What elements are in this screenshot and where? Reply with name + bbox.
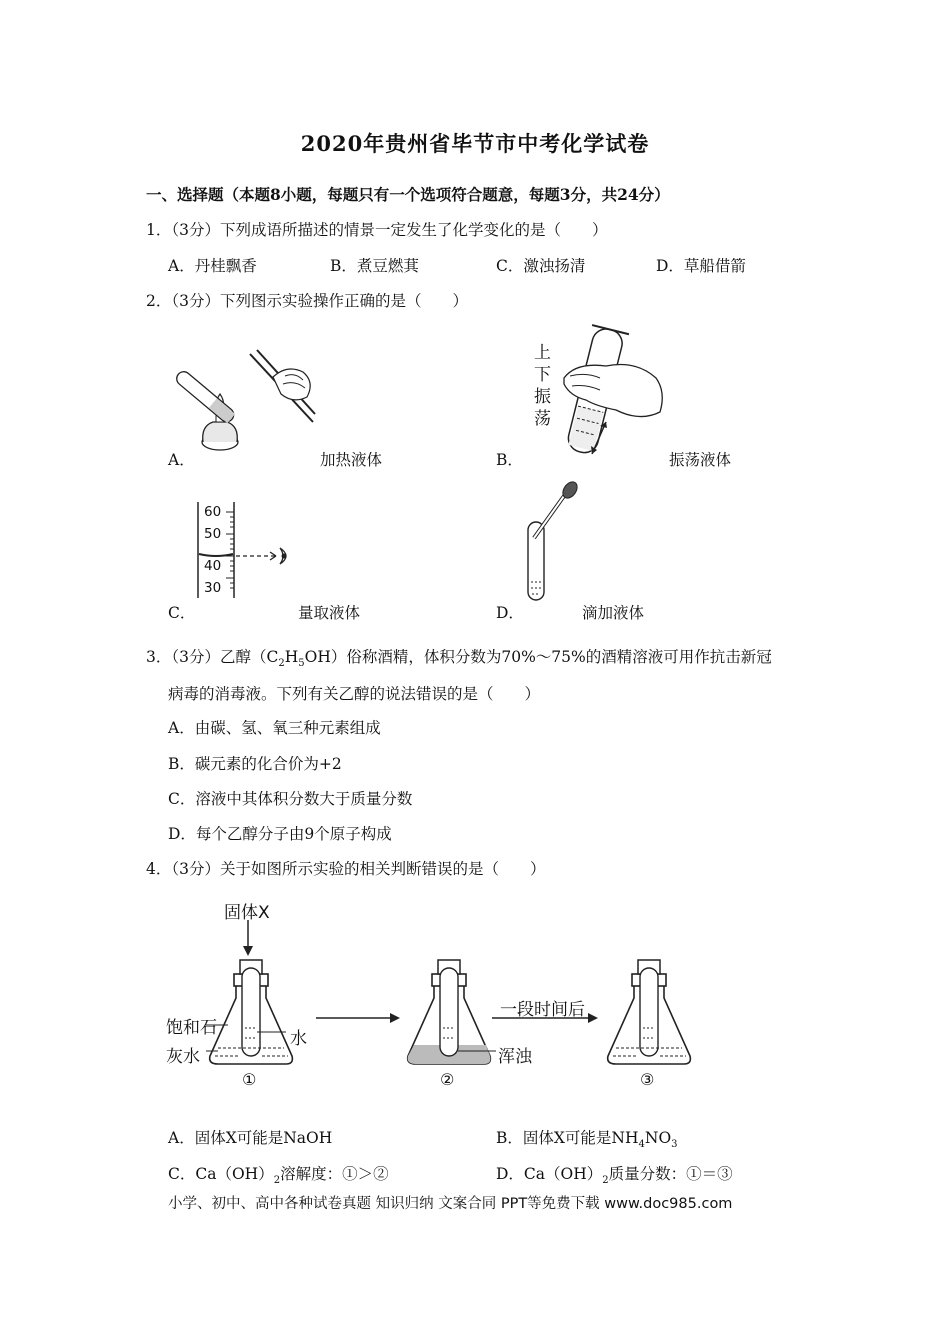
q3-option-a: A．由碳、氢、氧三种元素组成 — [168, 719, 381, 737]
q4-option-d-text-a: D．Ca（OH） — [496, 1165, 603, 1183]
section-heading: 一、选择题（本题8小题，每题只有一个选项符合题意，每题3分，共24分） — [146, 185, 670, 204]
q4-option-b — [496, 1126, 678, 1150]
q4-option-a: A．固体X可能是NaOH — [168, 1129, 333, 1147]
dropper-figure — [520, 478, 590, 603]
shake-char-4: 荡 — [534, 409, 551, 429]
q1-option-b: B．煮豆燃萁 — [330, 257, 419, 275]
question-3-stem-line2: 病毒的消毒液。下列有关乙醇的说法错误的是（ ） — [168, 685, 541, 703]
q3-subscript-5: 5 — [298, 658, 305, 670]
q4-option-c-text-a: C．Ca（OH） — [168, 1165, 274, 1183]
q3-option-b: B．碳元素的化合价为+2 — [168, 755, 342, 773]
label-solid-x: 固体X — [224, 903, 270, 923]
q4-option-c — [168, 1162, 389, 1186]
label-water: 水 — [290, 1029, 307, 1049]
q1-option-c: C．激浊扬清 — [496, 257, 586, 275]
question-2-stem: 2．（3分）下列图示实验操作正确的是（ ） — [146, 292, 468, 310]
q2-option-c-caption: 量取液体 — [298, 604, 361, 622]
shake-char-3: 振 — [534, 387, 551, 407]
q4-option-d-sub: 2 — [602, 1175, 609, 1187]
q4-option-d-text-b: 质量分数：①＝③ — [608, 1165, 733, 1183]
label-flask-1: ① — [242, 1070, 257, 1089]
q2-option-b-caption: 振荡液体 — [669, 451, 732, 469]
q4-option-b-sub-4: 4 — [638, 1139, 645, 1151]
q4-option-c-sub: 2 — [273, 1175, 281, 1187]
q3-option-d: D．每个乙醇分子由9个原子构成 — [168, 825, 392, 843]
q4-option-d — [496, 1162, 733, 1186]
question-3-stem-line1 — [146, 645, 772, 669]
q2-option-c-letter: C． — [168, 604, 196, 622]
q4-option-b-no: NO — [644, 1129, 672, 1147]
flask-1 — [206, 960, 292, 1064]
tick-label-50: 50 — [204, 526, 222, 542]
label-after-time: 一段时间后 — [500, 1000, 585, 1020]
question-4-stem: 4．（3分）关于如图所示实验的相关判断错误的是（ ） — [146, 860, 546, 878]
q3-stem-part-a: 3．（3分）乙醇（C — [146, 648, 279, 666]
q3-option-c: C．溶液中其体积分数大于质量分数 — [168, 790, 413, 808]
q2-option-b-letter: B． — [496, 451, 523, 469]
shaking-liquid-figure — [556, 322, 668, 462]
label-turbid: 浑浊 — [498, 1047, 532, 1067]
label-flask-2: ② — [440, 1070, 455, 1089]
q4-option-b-text: B．固体X可能是NH — [496, 1129, 639, 1147]
flask-2 — [408, 960, 496, 1064]
q1-option-d: D．草船借箭 — [656, 257, 746, 275]
q3-stem-h: H — [284, 648, 299, 666]
flask-3 — [608, 960, 691, 1064]
tick-label-60: 60 — [204, 504, 222, 520]
shake-label — [534, 342, 554, 430]
q2-option-a-caption: 加热液体 — [320, 451, 383, 469]
heating-liquid-figure — [195, 342, 325, 457]
question-1-stem: 1．（3分）下列成语所描述的情景一定发生了化学变化的是（ ） — [146, 221, 608, 239]
page-title: 2020年贵州省毕节市中考化学试卷 — [300, 131, 650, 156]
shake-char-2: 下 — [534, 365, 551, 385]
label-flask-3: ③ — [640, 1070, 655, 1089]
label-limewater-1: 饱和石 — [166, 1018, 217, 1038]
q4-option-c-text-b: 溶解度：①＞② — [280, 1165, 389, 1183]
q3-subscript-2: 2 — [278, 658, 285, 670]
shake-char-1: 上 — [534, 343, 551, 363]
q2-option-a-letter: A． — [168, 451, 195, 469]
q3-stem-part-b: OH）俗称酒精，体积分数为70%～75%的酒精溶液可用作抗击新冠 — [304, 648, 772, 666]
q4-option-b-sub-3: 3 — [671, 1139, 678, 1151]
label-limewater-2: 灰水 — [166, 1047, 200, 1067]
q2-option-d-caption: 滴加液体 — [582, 604, 645, 622]
q1-option-a: A．丹桂飘香 — [168, 257, 257, 275]
footer-banner[interactable]: 小学、初中、高中各种试卷真题 知识归纳 文案合同 PPT等免费下载 www.doc985.com — [168, 1196, 733, 1212]
q2-option-d-letter: D． — [496, 604, 524, 622]
tick-label-40: 40 — [204, 558, 222, 574]
tick-label-30: 30 — [204, 580, 222, 596]
